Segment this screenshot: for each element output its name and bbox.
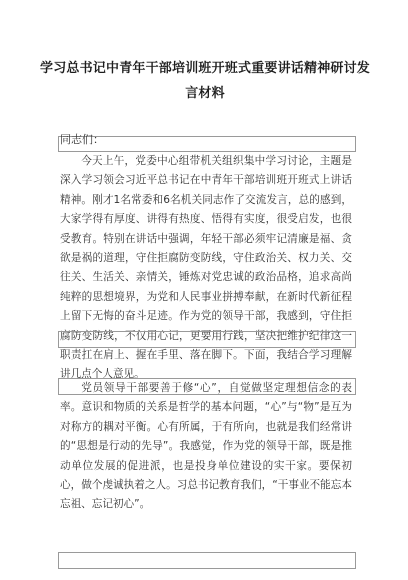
- salutation: 同志们：: [60, 133, 104, 146]
- paragraph-2: 党员领导干部要善于修“心”，自觉做坚定理想信念的表率。意识和物质的关系是哲学的基本问题，“心”与“物”是互为对称方的耦对平衡。心有所属，于有所向，也就是我们经常讲的“思想是行动的先导”。我感觉，作为党的领导干部，既是推动单位发展的促进派，也是投身单位建设的实干家。要保初心，做个虔诚执着之人。习总书记教育我们，“干事业不能忘本忘祖、忘记初心”。: [60, 382, 352, 511]
- paragraph-1: 今天上午，党委中心组带机关组织集中学习讨论，主题是深入学习领会习近平总书记在中青年干部培训班开班式上讲话精神。刚才1名常委和6名机关同志作了交流发言，总的感到，大家学得有厚度、讲得有热度、悟得有实度，很受启发，也很受教育。特别在讲话中强调，年轻干部必须牢记清廉是福、贪欲是祸的道理，守住拒腐防变防线，守住政治关、权力关、交往关、生活关、亲情关，锤炼对党忠诚的政治品格，追求高尚纯粹的思想境界，为党和人民事业拼搏奉献，在新时代新征程上留下无悔的奋斗足迹。作为党的领导干部，我感到，守住拒腐防变防线，不仅用心记，更要用行践，坚决把维护纪律这一职责扛在肩上、握在手里、落在脚下。下面，我结合学习理解讲几点个人意见。: [60, 155, 352, 381]
- text-frame-line: [58, 552, 356, 569]
- document-title: 学习总书记中青年干部培训班开班式重要讲话精神研讨发言材料: [40, 61, 371, 101]
